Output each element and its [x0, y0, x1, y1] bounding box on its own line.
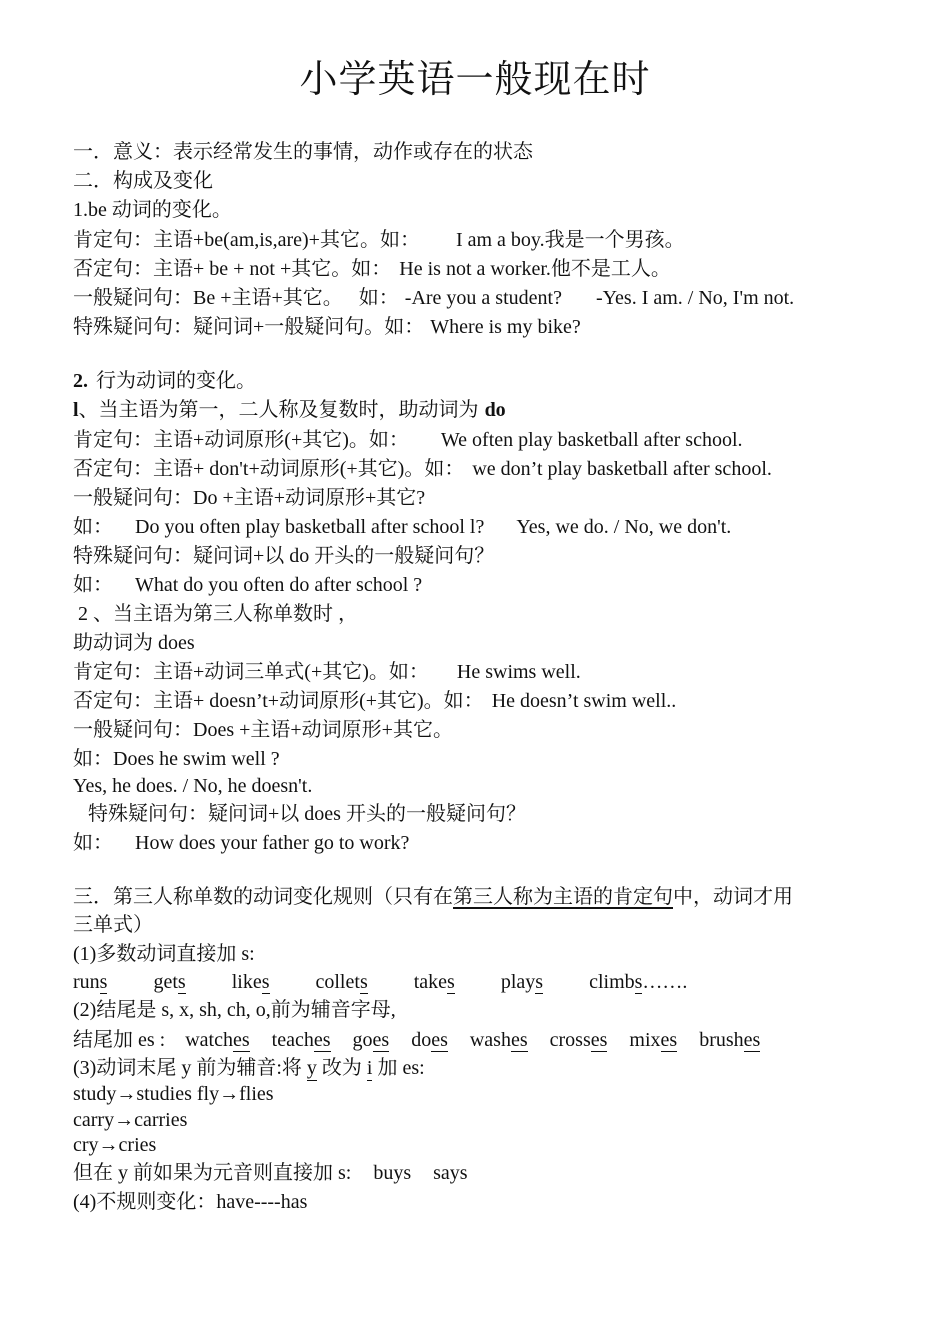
- rule3-y: y: [306, 1057, 317, 1079]
- rule3-ex2-line: [73, 1106, 187, 1134]
- verb-stem: take: [413, 971, 448, 993]
- verb-word: [629, 1026, 677, 1054]
- third-person-heading-pre: 三．第三人称单数的动词变化规则（只有在: [73, 886, 453, 908]
- tps-negative-rule: 否定句：主语+ doesn’t+动词原形(+其它)。如：: [73, 690, 484, 712]
- sub1-text: 、当主语为第一，二人称及复数时，助动词为: [78, 399, 479, 421]
- verb-word: [185, 1026, 249, 1054]
- tps-negative-example: He doesn’t swim well..: [491, 690, 677, 712]
- tps-affirm-rule: 肯定句：主语+动词三单式(+其它)。如：: [73, 661, 429, 683]
- third-person-heading-underlined: 第三人称为主语的肯定句: [453, 886, 673, 908]
- meaning-line: [73, 138, 533, 166]
- sub1-aux: do: [484, 399, 506, 421]
- verb-word: [353, 1026, 390, 1054]
- be-negative-example: He is not a worker.他不是工人。: [399, 258, 671, 280]
- verb-stem: get: [153, 971, 178, 993]
- verb-stem: like: [231, 971, 262, 993]
- verb-stem: go: [352, 1029, 373, 1051]
- rule1-ellipsis: …….: [642, 971, 688, 993]
- verb-word: [411, 1026, 448, 1054]
- rule3-ex3-line: [73, 1131, 156, 1159]
- verb-ending: es: [510, 1029, 528, 1051]
- verb-ending: es: [372, 1029, 390, 1051]
- verb-word: [153, 968, 185, 996]
- verb-word: [501, 968, 543, 996]
- question-line: [73, 484, 425, 512]
- question-rule: 一般疑问句：Do +主语+动词原形+其它?: [73, 487, 426, 509]
- rule2-prefix: 结尾加 es :: [73, 1029, 166, 1051]
- be-negative-rule: 否定句：主语+ be + not +其它。如：: [73, 258, 392, 280]
- special-example-line: [73, 571, 422, 599]
- sub1-heading: [73, 396, 506, 424]
- rule1-line: [73, 940, 255, 968]
- verb-ending: s: [535, 971, 544, 993]
- verb-word: [272, 1026, 331, 1054]
- rule3-pre: (3)动词末尾 y 前为辅音:将: [73, 1057, 307, 1079]
- tps-question-line: [73, 716, 453, 744]
- verb-ending: es: [743, 1029, 761, 1051]
- verb-word: [232, 968, 270, 996]
- tps-special-example-line: [73, 829, 409, 857]
- rule4-text: (4)不规则变化：have----has: [73, 1191, 308, 1213]
- tps-question-a-line: [73, 772, 312, 800]
- verb-ending: s: [99, 971, 108, 993]
- rule3-mid: 改为: [316, 1057, 367, 1079]
- be-heading-text: 1.be 动词的变化。: [73, 199, 232, 221]
- tps-question-a: Yes, he does. / No, he doesn't.: [73, 775, 313, 797]
- verb-word: [73, 968, 107, 996]
- composition-heading: [73, 167, 213, 195]
- sub2-aux-line: [73, 629, 195, 657]
- affirm-example: We often play basketball after school.: [440, 429, 743, 451]
- third-person-heading-line2: [73, 911, 153, 939]
- tps-special-rule: 特殊疑问句：疑问词+以 does 开头的一般疑问句？: [73, 803, 526, 825]
- be-special-rule: 特殊疑问句：疑问词+一般疑问句。如：: [73, 316, 425, 338]
- rule3-ex3: cry→cries: [73, 1134, 157, 1156]
- verb-stem: cross: [549, 1029, 591, 1051]
- action-verb-heading: [73, 367, 256, 395]
- rule2-word-list: [185, 1029, 760, 1051]
- verb-word: [589, 968, 642, 996]
- rule3-vowel-ex1: buys: [373, 1162, 412, 1184]
- rule2-line: [73, 996, 396, 1024]
- rule3-ex1: study→studies fly→flies: [73, 1083, 274, 1105]
- action-verb-text: 行为动词的变化。: [96, 370, 256, 392]
- negative-line: [73, 455, 772, 483]
- tps-question-rule: 一般疑问句：Does +主语+动词原形+其它。: [73, 719, 453, 741]
- be-heading: [73, 196, 232, 224]
- be-affirm-example: I am a boy.我是一个男孩。: [455, 229, 685, 251]
- affirm-line: [73, 426, 743, 454]
- tps-question-q-line: [73, 745, 280, 773]
- verb-stem: watch: [185, 1029, 233, 1051]
- verb-ending: es: [590, 1029, 608, 1051]
- be-question-prefix: 如：: [358, 287, 399, 309]
- affirm-rule: 肯定句：主语+动词原形(+其它)。如：: [73, 429, 409, 451]
- sub2-aux: 助动词为 does: [73, 632, 195, 654]
- special-example: What do you often do after school ?: [135, 574, 423, 596]
- rule3-line: [73, 1054, 425, 1082]
- verb-stem: teach: [271, 1029, 314, 1051]
- rule2-words-line: [73, 1026, 760, 1054]
- tps-special-example: How does your father go to work?: [135, 832, 410, 854]
- verb-ending: s: [634, 971, 643, 993]
- be-special-example: Where is my bike?: [430, 316, 581, 338]
- special-line: [73, 542, 494, 570]
- tps-negative-line: [73, 687, 676, 715]
- tps-special-line: [73, 800, 526, 828]
- rule1-words-line: [73, 968, 687, 996]
- verb-stem: mix: [629, 1029, 661, 1051]
- verb-ending: es: [660, 1029, 678, 1051]
- be-negative-line: [73, 255, 671, 283]
- question-a: Yes, we do. / No, we don't.: [516, 516, 732, 538]
- verb-word: [414, 968, 455, 996]
- be-affirm-rule: 肯定句：主语+be(am,is,are)+其它。如：: [73, 229, 420, 251]
- verb-ending: es: [232, 1029, 250, 1051]
- question-example-line: [73, 513, 731, 541]
- be-question-rule: 一般疑问句：Be +主语+其它。: [73, 287, 343, 309]
- verb-stem: brush: [699, 1029, 744, 1051]
- action-verb-num: 2.: [73, 370, 88, 392]
- question-prefix: 如：: [73, 516, 113, 538]
- verb-ending: es: [313, 1029, 331, 1051]
- third-person-heading: [73, 883, 793, 911]
- be-special-line: [73, 313, 581, 341]
- third-person-heading-post: 中，动词才用: [673, 886, 793, 908]
- special-rule: 特殊疑问句：疑问词+以 do 开头的一般疑问句？: [73, 545, 495, 567]
- tps-affirm-example: He swims well.: [456, 661, 581, 683]
- verb-ending: s: [261, 971, 270, 993]
- rule3-i: i: [366, 1057, 373, 1079]
- rule3-ex1-line: [73, 1080, 274, 1108]
- verb-stem: wash: [469, 1029, 511, 1051]
- verb-ending: s: [359, 971, 368, 993]
- verb-ending: es: [431, 1029, 448, 1051]
- verb-word: [550, 1026, 608, 1054]
- verb-word: [470, 1026, 528, 1054]
- sub2-text: 2 、当主语为第三人称单数时 ，: [73, 603, 358, 625]
- composition-text: 二．构成及变化: [73, 170, 213, 192]
- verb-stem: play: [500, 971, 536, 993]
- third-person-heading-line2-text: 三单式）: [73, 914, 153, 936]
- rule3-vowel-line: [73, 1159, 468, 1187]
- negative-example: we don’t play basketball after school.: [472, 458, 772, 480]
- verb-word: [316, 968, 368, 996]
- tps-affirm-line: [73, 658, 581, 686]
- rule3-ex2: carry→carries: [73, 1109, 188, 1131]
- verb-ending: s: [177, 971, 186, 993]
- special-prefix: 如：: [73, 574, 113, 596]
- verb-stem: collet: [315, 971, 360, 993]
- rule2-text: (2)结尾是 s, x, sh, ch, o,前为辅音字母,: [73, 999, 396, 1021]
- rule3-vowel-ex2: says: [433, 1162, 468, 1184]
- verb-stem: do: [411, 1029, 432, 1051]
- page-title: 小学英语一般现在时: [299, 57, 651, 101]
- tps-question-q: 如：Does he swim well ?: [73, 748, 280, 770]
- be-question-line: [73, 284, 794, 312]
- question-q: Do you often play basketball after school l?: [135, 516, 485, 538]
- verb-stem: climb: [589, 971, 635, 993]
- sub1-num: l: [73, 399, 79, 421]
- negative-rule: 否定句：主语+ don't+动词原形(+其它)。如：: [73, 458, 465, 480]
- rule4-line: [73, 1188, 307, 1216]
- verb-word: [699, 1026, 760, 1054]
- tps-special-prefix: 如：: [73, 832, 113, 854]
- rule3-vowel: 但在 y 前如果为元音则直接加 s:: [73, 1162, 352, 1184]
- verb-ending: s: [447, 971, 455, 993]
- rule1-text: (1)多数动词直接加 s:: [73, 943, 255, 965]
- be-affirm-line: [73, 226, 685, 254]
- meaning-text: 一．意义：表示经常发生的事情，动作或存在的状态: [73, 141, 533, 163]
- rule1-word-list: [73, 971, 642, 993]
- sub2-heading: [73, 600, 358, 628]
- verb-stem: run: [73, 971, 100, 993]
- rule3-post: 加 es:: [372, 1057, 425, 1079]
- be-question-q: -Are you a student?: [404, 287, 562, 309]
- be-question-a: -Yes. I am. / No, I'm not.: [595, 287, 795, 309]
